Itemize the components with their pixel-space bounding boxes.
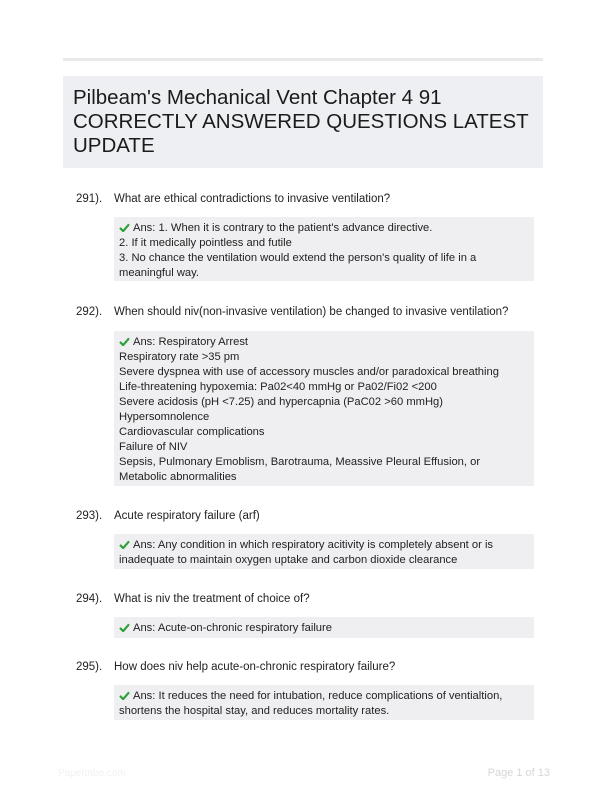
question-number: 292). xyxy=(76,306,103,318)
checkmark-icon xyxy=(119,337,130,346)
question-number: 293). xyxy=(76,510,103,522)
answer-line: Sepsis, Pulmonary Emoblism, Barotrauma, Meassive Pleural Effusion, or Metabolic abnormalities xyxy=(119,456,481,483)
question-text: What is niv the treatment of choice of? xyxy=(114,593,310,605)
answer-line: Cardiovascular complications xyxy=(119,426,265,438)
question-text: Acute respiratory failure (arf) xyxy=(114,510,260,522)
answer-line: Life-threatening hypoxemia: Pa02<40 mmHg or Pa02/Fi02 <200 xyxy=(119,381,437,393)
checkmark-icon xyxy=(119,540,130,549)
question-number: 295). xyxy=(76,661,103,673)
page-number: Page 1 of 13 xyxy=(487,767,550,779)
footer-watermark: Papertribe.com xyxy=(58,768,126,779)
question-number: 291). xyxy=(76,193,103,205)
question-text: How does niv help acute-on-chronic respiratory failure? xyxy=(114,661,396,673)
answer-line: Ans: Respiratory Arrest xyxy=(119,335,529,350)
answer-box xyxy=(114,331,534,486)
answer-line: Ans: Acute-on-chronic respiratory failure xyxy=(119,621,529,636)
question-text: When should niv(non-invasive ventilation) be changed to invasive ventilation? xyxy=(114,306,509,318)
answer-line: Ans: It reduces the need for intubation, reduce complications of ventialtion, shortens the hospital stay, and reduces mortality rates. xyxy=(119,690,503,717)
top-divider xyxy=(63,58,543,61)
checkmark-icon xyxy=(119,623,130,632)
answer-box xyxy=(114,685,534,720)
title-banner xyxy=(63,76,543,168)
answer-line: 3. No chance the ventilation would extend the person's quality of life in a meaningful way. xyxy=(119,252,477,279)
answer-line: Severe acidosis (pH <7.25) and hypercapnia (PaC02 >60 mmHg) xyxy=(119,396,443,408)
question-number: 294). xyxy=(76,593,103,605)
checkmark-icon xyxy=(119,691,130,700)
answer-line: Ans: Any condition in which respiratory acitivity is completely absent or is inadequate to maintain oxygen uptake and carbon dioxide clearance xyxy=(119,539,494,566)
question-text: What are ethical contradictions to invasive ventilation? xyxy=(114,193,391,205)
answer-box xyxy=(114,617,534,638)
checkmark-icon xyxy=(119,223,130,232)
answer-box xyxy=(114,217,534,281)
answer-line: Hypersomnolence xyxy=(119,411,210,423)
answer-line: Ans: 1. When it is contrary to the patient's advance directive. xyxy=(119,221,529,236)
answer-line: Respiratory rate >35 pm xyxy=(119,351,240,363)
document-title: Pilbeam's Mechanical Vent Chapter 4 91 CORRECTLY ANSWERED QUESTIONS LATEST UPDATE xyxy=(73,86,529,157)
answer-line: Failure of NIV xyxy=(119,441,188,453)
answer-line: 2. If it medically pointless and futile xyxy=(119,237,292,249)
answer-line: Severe dyspnea with use of accessory muscles and/or paradoxical breathing xyxy=(119,366,499,378)
answer-box xyxy=(114,534,534,569)
